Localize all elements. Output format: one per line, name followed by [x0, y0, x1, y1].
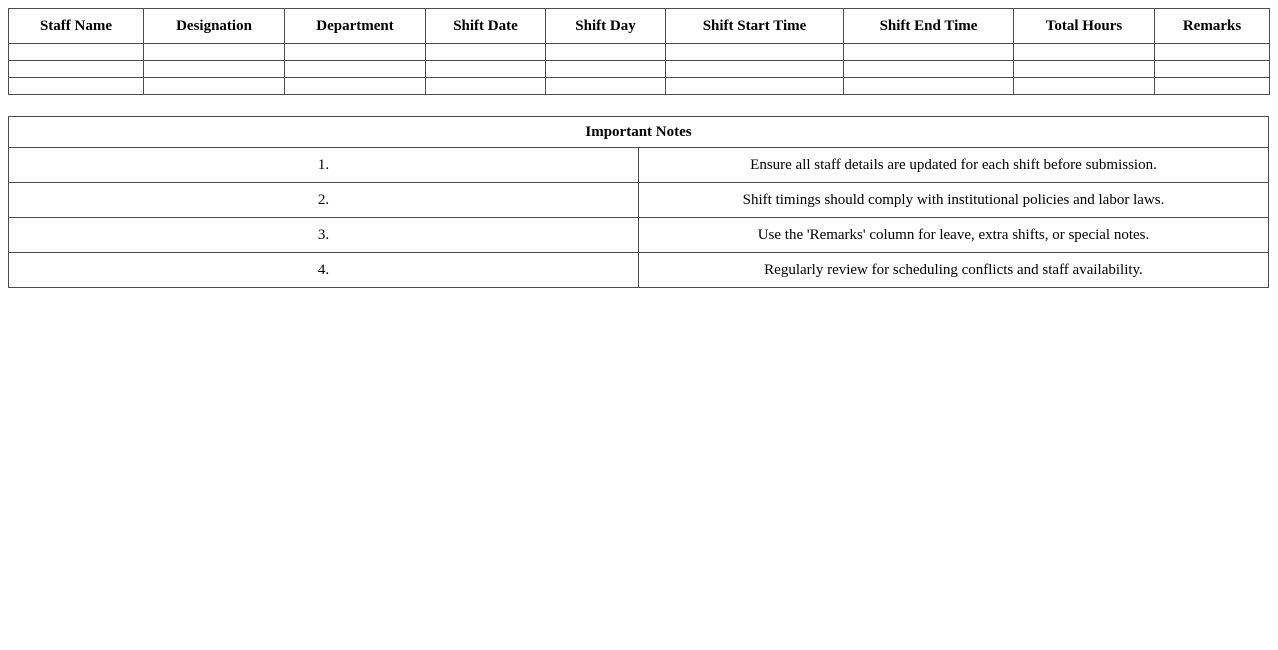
note-row [9, 253, 1269, 288]
column-header-staff-name: Staff Name [9, 9, 144, 44]
empty-cell [426, 78, 546, 95]
empty-cell [1155, 44, 1270, 61]
important-notes-table [8, 116, 1269, 288]
note-number: 2. [9, 183, 639, 218]
shift-schedule-table [8, 8, 1270, 95]
empty-cell [285, 44, 426, 61]
column-header-total-hours: Total Hours [1014, 9, 1155, 44]
note-number: 3. [9, 218, 639, 253]
note-text: Ensure all staff details are updated for each shift before submission. [639, 148, 1269, 183]
empty-cell [9, 44, 144, 61]
empty-cell [1155, 78, 1270, 95]
empty-cell [9, 61, 144, 78]
empty-cell [666, 78, 844, 95]
column-header-designation: Designation [144, 9, 285, 44]
empty-cell [144, 44, 285, 61]
note-text: Shift timings should comply with institutional policies and labor laws. [639, 183, 1269, 218]
empty-cell [1155, 61, 1270, 78]
empty-cell [285, 61, 426, 78]
empty-cell [144, 78, 285, 95]
note-text: Use the 'Remarks' column for leave, extra shifts, or special notes. [639, 218, 1269, 253]
empty-cell [666, 61, 844, 78]
column-header-shift-end-time: Shift End Time [844, 9, 1014, 44]
note-row [9, 183, 1269, 218]
shift-table-header-row [9, 9, 1270, 44]
shift-table-empty-row [9, 78, 1270, 95]
column-header-department: Department [285, 9, 426, 44]
empty-cell [9, 78, 144, 95]
note-number: 4. [9, 253, 639, 288]
notes-title-row [9, 117, 1269, 148]
empty-cell [285, 78, 426, 95]
note-row [9, 148, 1269, 183]
empty-cell [844, 61, 1014, 78]
empty-cell [426, 61, 546, 78]
notes-title: Important Notes [9, 117, 1269, 148]
note-text: Regularly review for scheduling conflicts and staff availability. [639, 253, 1269, 288]
empty-cell [844, 44, 1014, 61]
column-header-shift-date: Shift Date [426, 9, 546, 44]
empty-cell [666, 44, 844, 61]
empty-cell [426, 44, 546, 61]
column-header-shift-start-time: Shift Start Time [666, 9, 844, 44]
column-header-remarks: Remarks [1155, 9, 1270, 44]
shift-table-empty-row [9, 44, 1270, 61]
empty-cell [1014, 44, 1155, 61]
empty-cell [144, 61, 285, 78]
note-row [9, 218, 1269, 253]
empty-cell [1014, 78, 1155, 95]
note-number: 1. [9, 148, 639, 183]
empty-cell [546, 44, 666, 61]
empty-cell [546, 61, 666, 78]
empty-cell [546, 78, 666, 95]
empty-cell [1014, 61, 1155, 78]
column-header-shift-day: Shift Day [546, 9, 666, 44]
shift-table-empty-row [9, 61, 1270, 78]
empty-cell [844, 78, 1014, 95]
